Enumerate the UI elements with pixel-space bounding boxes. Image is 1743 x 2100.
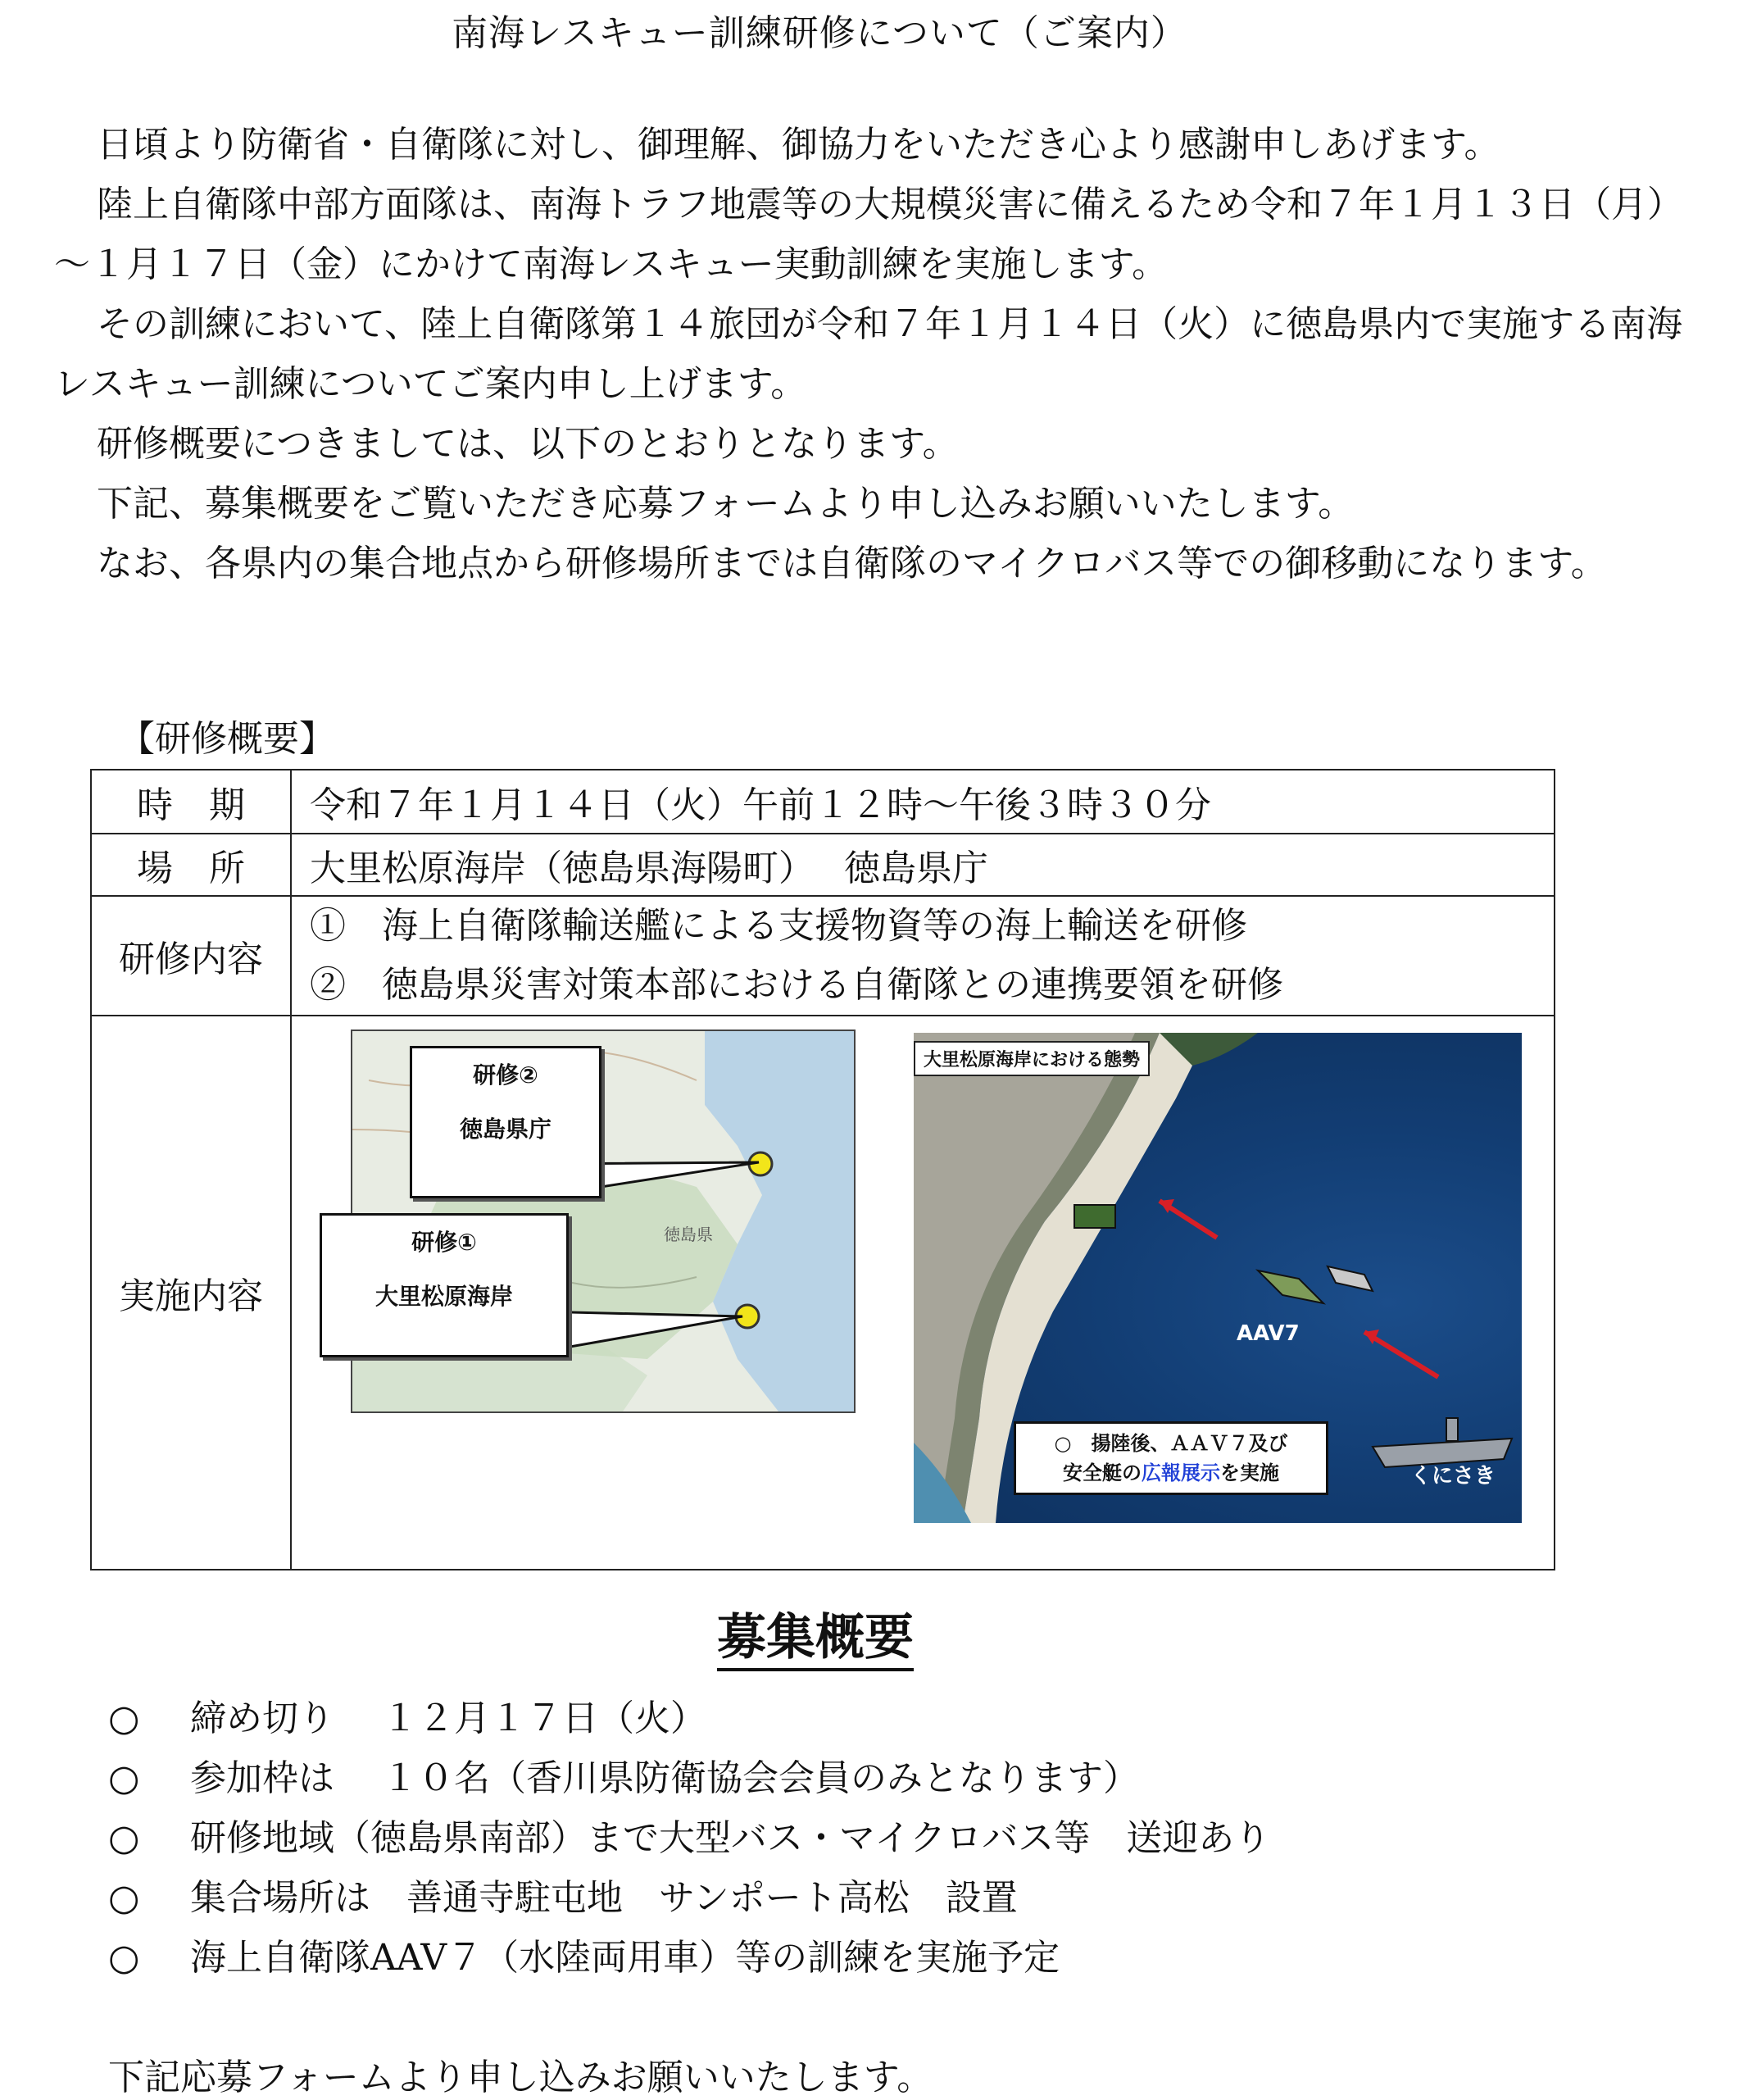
footer-note: 下記応募フォームより申し込みお願いいたします。 xyxy=(108,2057,933,2098)
circle-bullet-icon: ○ xyxy=(108,1877,140,1919)
intro-paragraph: なお、各県内の集合地点から研修場所までは自衛隊のマイクロバス等での御移動になります。 xyxy=(97,543,1607,584)
photo-caption: 大里松原海岸における態勢 xyxy=(914,1041,1150,1076)
intro-paragraph: 陸上自衛隊中部方面隊は、南海トラフ地震等の大規模災害に備えるため令和７年１月１３日（月）～１月１７日（金）にかけて南海レスキュー実動訓練を実施します。 xyxy=(54,184,1683,285)
table-row xyxy=(91,896,1555,1016)
content-item: ② 徳島県災害対策本部における自衛隊との連携要領を研修 xyxy=(310,964,1283,1006)
safety-boat-icon xyxy=(1328,1266,1373,1291)
document-title: 南海レスキュー訓練研修について（ご案内） xyxy=(452,12,1187,54)
recruit-item-text: 集合場所は 善通寺駐屯地 サンポート高松 設置 xyxy=(190,1877,1018,1919)
aav-icon xyxy=(1258,1270,1323,1303)
callout-place: 大里松原海岸 xyxy=(374,1283,513,1310)
recruit-item-text: 海上自衛隊AAV７（水陸両用車）等の訓練を実施予定 xyxy=(190,1937,1060,1979)
callout-kencho xyxy=(410,1046,601,1198)
content-label: 研修内容 xyxy=(91,896,291,1016)
truck-icon xyxy=(1074,1205,1115,1228)
circle-bullet-icon: ○ xyxy=(108,1937,140,1979)
intro-paragraph: その訓練において、陸上自衛隊第１４旅団が令和７年１月１４日（火）に徳島県内で実施する南海レスキュー訓練についてご案内申し上げます。 xyxy=(54,303,1683,405)
note-mid: 安全艇の xyxy=(1063,1461,1142,1484)
region-label: 徳島県 xyxy=(664,1225,713,1244)
overview-table xyxy=(90,769,1555,1570)
note-suffix: を実施 xyxy=(1220,1461,1279,1484)
list-item xyxy=(108,1689,1270,1748)
callout-title: 研修② xyxy=(473,1061,538,1089)
intro-text xyxy=(54,115,1685,593)
intro-paragraph: 下記、募集概要をご覧いただき応募フォームより申し込みお願いいたします。 xyxy=(97,483,1355,525)
recruit-list xyxy=(108,1689,1270,1988)
place-label: 場 所 xyxy=(91,834,291,896)
aav-label: AAV7 xyxy=(1237,1321,1300,1346)
callout-place: 徳島県庁 xyxy=(459,1116,551,1143)
recruit-heading xyxy=(0,1598,1631,1669)
photo-note xyxy=(1014,1421,1328,1495)
note-line-1: ○ 揚陸後、ＡＡＶ７及び xyxy=(1054,1432,1288,1455)
circle-bullet-icon: ○ xyxy=(108,1817,140,1859)
content-item: ① 海上自衛隊輸送艦による支援物資等の海上輸送を研修 xyxy=(310,905,1247,947)
arrow-icon xyxy=(1364,1332,1438,1377)
period-value: 令和７年１月１４日（火）午前１２時～午後３時３０分 xyxy=(291,770,1555,834)
table-row xyxy=(91,834,1555,896)
impl-label: 実施内容 xyxy=(91,1016,291,1570)
table-row xyxy=(91,770,1555,834)
intro-paragraph: 研修概要につきましては、以下のとおりとなります。 xyxy=(97,423,959,465)
list-item xyxy=(108,1808,1270,1868)
recruit-item-text: 締め切り １２月１７日（火） xyxy=(190,1698,706,1739)
table-row xyxy=(91,1016,1555,1570)
circle-bullet-icon: ○ xyxy=(108,1757,140,1799)
aerial-photo xyxy=(914,1033,1522,1523)
circle-bullet-icon: ○ xyxy=(108,1698,140,1739)
callout-title: 研修① xyxy=(411,1229,477,1256)
period-label: 時 期 xyxy=(91,770,291,834)
overview-heading: 【研修概要】 xyxy=(119,718,335,760)
impl-figures xyxy=(291,1016,1555,1570)
list-item xyxy=(108,1928,1270,1988)
ship-label: くにさき xyxy=(1410,1464,1496,1489)
callout-satomatsubara xyxy=(320,1213,569,1357)
recruit-item-text: 参加枠は １０名（香川県防衛協会会員のみとなります） xyxy=(190,1757,1139,1799)
place-value: 大里松原海岸（徳島県海陽町） 徳島県庁 xyxy=(291,834,1555,896)
list-item xyxy=(108,1748,1270,1808)
note-highlight: 広報展示 xyxy=(1142,1461,1220,1484)
recruit-title: 募集概要 xyxy=(717,1609,914,1671)
recruit-item-text: 研修地域（徳島県南部）まで大型バス・マイクロバス等 送迎あり xyxy=(190,1817,1271,1859)
content-value xyxy=(291,896,1555,1016)
intro-paragraph: 日頃より防衛省・自衛隊に対し、御理解、御協力をいただき心より感謝申しあげます。 xyxy=(97,124,1500,166)
list-item xyxy=(108,1868,1270,1928)
note-line-2 xyxy=(1024,1458,1318,1488)
